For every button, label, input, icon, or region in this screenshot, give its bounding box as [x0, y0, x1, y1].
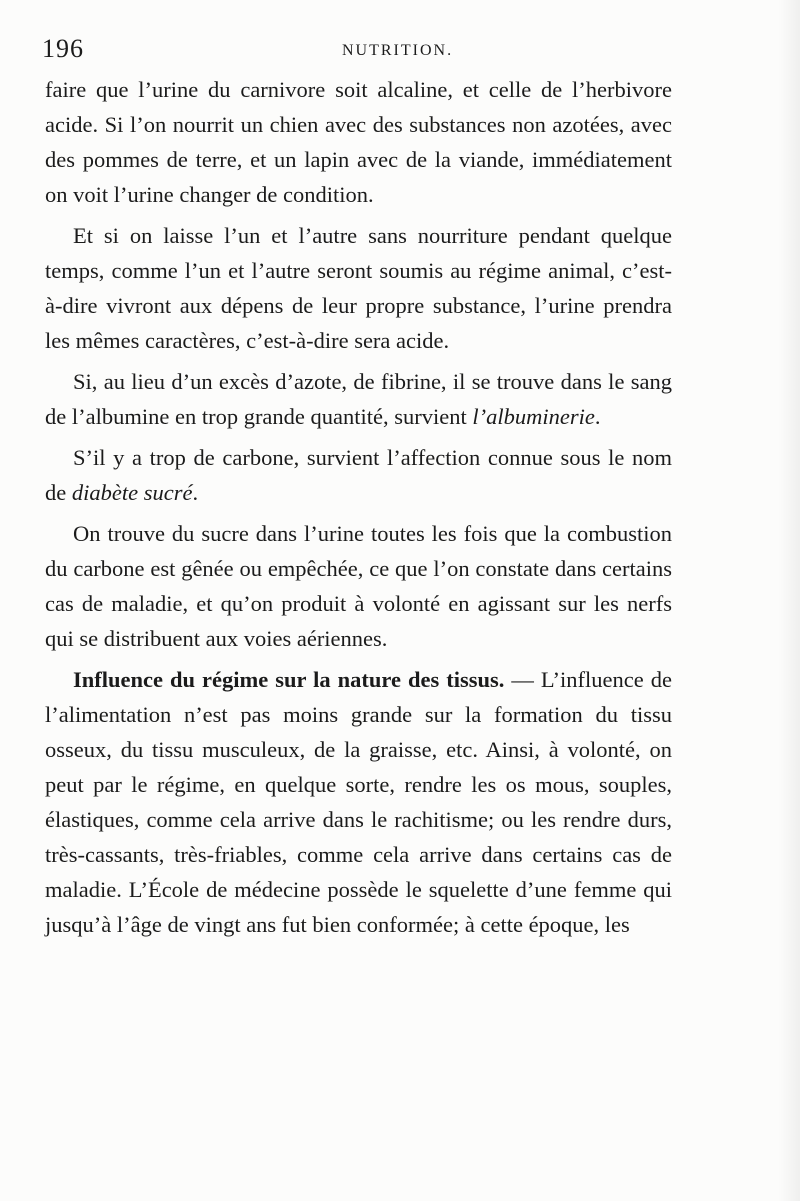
italic-term-albuminerie: l’albuminerie	[472, 404, 595, 429]
heading-dash: —	[504, 667, 541, 692]
paragraph-albuminerie	[45, 364, 672, 434]
paragraph-punctuation: .	[594, 404, 601, 429]
running-title: NUTRITION.	[342, 42, 454, 59]
paragraph-text: Si, au lieu d’un excès d’azote, de fibrine, il se trouve dans le sang de l’albumine en trop grande quantité, survient	[45, 369, 672, 429]
paragraph-sugar-in-urine	[45, 516, 672, 656]
paragraph-diabete	[45, 440, 672, 510]
paragraph-regime-influence	[45, 662, 672, 942]
body-text	[45, 72, 672, 948]
section-heading: Influence du régime sur la nature des tissus.	[73, 667, 505, 692]
italic-term-diabete-sucre: diabète sucré	[71, 480, 193, 505]
page-header	[42, 34, 718, 68]
paragraph-text: On trouve du sucre dans l’urine toutes les fois que la combustion du carbone est gênée ou empêchée, ce que l’on constate dans certains cas de maladie, et qu’on produit à volonté en agissant sur les nerfs qui se distribuent aux voies aériennes.	[45, 521, 672, 651]
paragraph-text: L’influence de l’alimentation n’est pas moins grande sur la formation du tissu osseux, du tissu musculeux, de la graisse, etc. Ainsi, à volonté, on peut par le régime, en quelque sorte, rendre les os mous, souples, élastiques, comme cela arrive dans le rachitisme; ou les rendre durs, très-cassants, très-friables, comme cela arrive dans certains cas de maladie. L’École de médecine possède le squelette d’une femme qui jusqu’à l’âge de vingt ans fut bien conformée; à cette époque, les	[45, 667, 672, 937]
paragraph-text: S’il y a trop de carbone, survient l’affection connue sous le nom de	[45, 445, 672, 505]
paragraph-urine-carnivore	[45, 72, 672, 212]
page-number: 196	[42, 34, 84, 63]
paragraph-without-food	[45, 218, 672, 358]
page-edge-shadow	[778, 0, 800, 1201]
paragraph-text: Et si on laisse l’un et l’autre sans nourriture pendant quelque temps, comme l’un et l’autre seront soumis au régime animal, c’est-à-dire vivront aux dépens de leur propre substance, l’urine prendra les mêmes caractères, c’est-à-dire sera acide.	[45, 223, 672, 353]
paragraph-punctuation: .	[192, 480, 199, 505]
paragraph-text: faire que l’urine du carnivore soit alcaline, et celle de l’herbivore acide. Si l’on nourrit un chien avec des substances non azotées, avec des pommes de terre, et un lapin avec de la viande, immédiatement on voit l’urine changer de condition.	[45, 77, 672, 207]
